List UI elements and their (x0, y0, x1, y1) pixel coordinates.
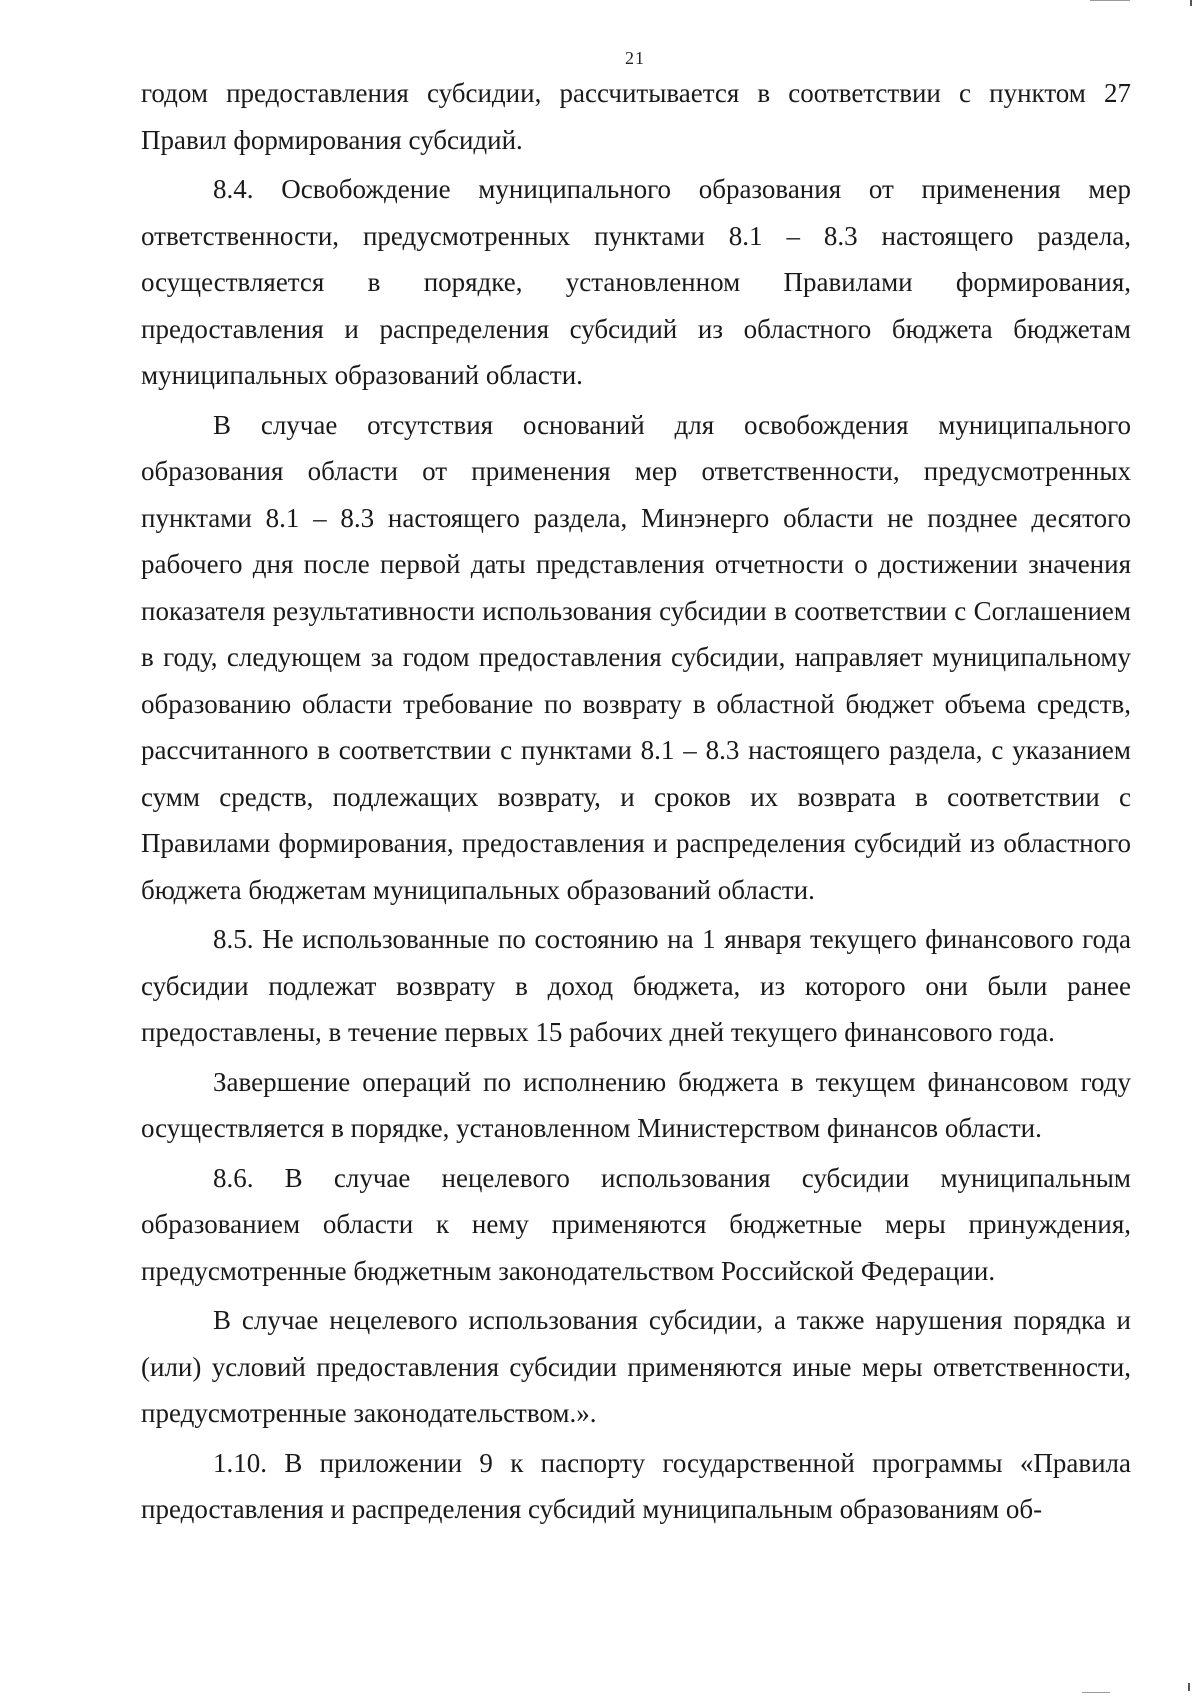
paragraph-continuation: годом предоставления субсидии, рассчитывается в соответствии с пунктом 27 Правил формирования субсидий. (141, 78, 1131, 155)
document-body (141, 70, 1131, 1534)
scan-artifact (1082, 1692, 1110, 1693)
paragraph-8-5: 8.5. Не использованные по состоянию на 1 января текущего финансового года субсидии подлежат возврату в доход бюджета, из которого они были ранее предоставлены, в течение первых 15 рабочих дней текущего финансового года. (141, 924, 1131, 1047)
paragraph-1-10: 1.10. В приложении 9 к паспорту государственной программы «Правила предоставления и распределения субсидий муниципальным образованиям об- (141, 1447, 1131, 1524)
paragraph-8-4: 8.4. Освобождение муниципального образования от применения мер ответственности, предусмотренных пунктами 8.1 – 8.3 настоящего раздела, осуществляется в порядке, установленном Правилами формирования, предоставления и распределения субсидий из областного бюджета бюджетам муниципальных образований области. (141, 174, 1131, 390)
scan-artifact (1090, 0, 1130, 1)
page-number: 21 (625, 48, 645, 68)
scan-artifact (1190, 0, 1192, 6)
scan-artifact (1188, 1683, 1190, 1691)
paragraph-other-measures: В случае нецелевого использования субсидии, а также нарушения порядка и (или) условий предоставления субсидии применяются иные меры ответственности, предусмотренные законодательством.». (141, 1305, 1131, 1428)
paragraph-no-grounds: В случае отсутствия оснований для освобождения муниципального образования области от применения мер ответственности, предусмотренных пунктами 8.1 – 8.3 настоящего раздела, Минэнерго области не позднее десятого рабочего дня после первой даты представления отчетности о достижении значения показателя результативности использования субсидии в соответствии с Соглашением в году, следующем за годом предоставления субсидии, направляет муниципальному образованию области требование по возврату в областной бюджет объема средств, рассчитанного в соответствии с пунктами 8.1 – 8.3 настоящего раздела, с указанием сумм средств, подлежащих возврату, и сроков их возврата в соответствии с Правилами формирования, предоставления и распределения субсидий из областного бюджета бюджетам муниципальных образований области. (141, 409, 1131, 905)
paragraph-8-6: 8.6. В случае нецелевого использования субсидии муниципальным образованием области к нему применяются бюджетные меры принуждения, предусмотренные бюджетным законодательством Российской Федерации. (141, 1162, 1131, 1286)
paragraph-budget-completion: Завершение операций по исполнению бюджета в текущем финансовом году осуществляется в порядке, установленном Министерством финансов области. (141, 1066, 1131, 1143)
